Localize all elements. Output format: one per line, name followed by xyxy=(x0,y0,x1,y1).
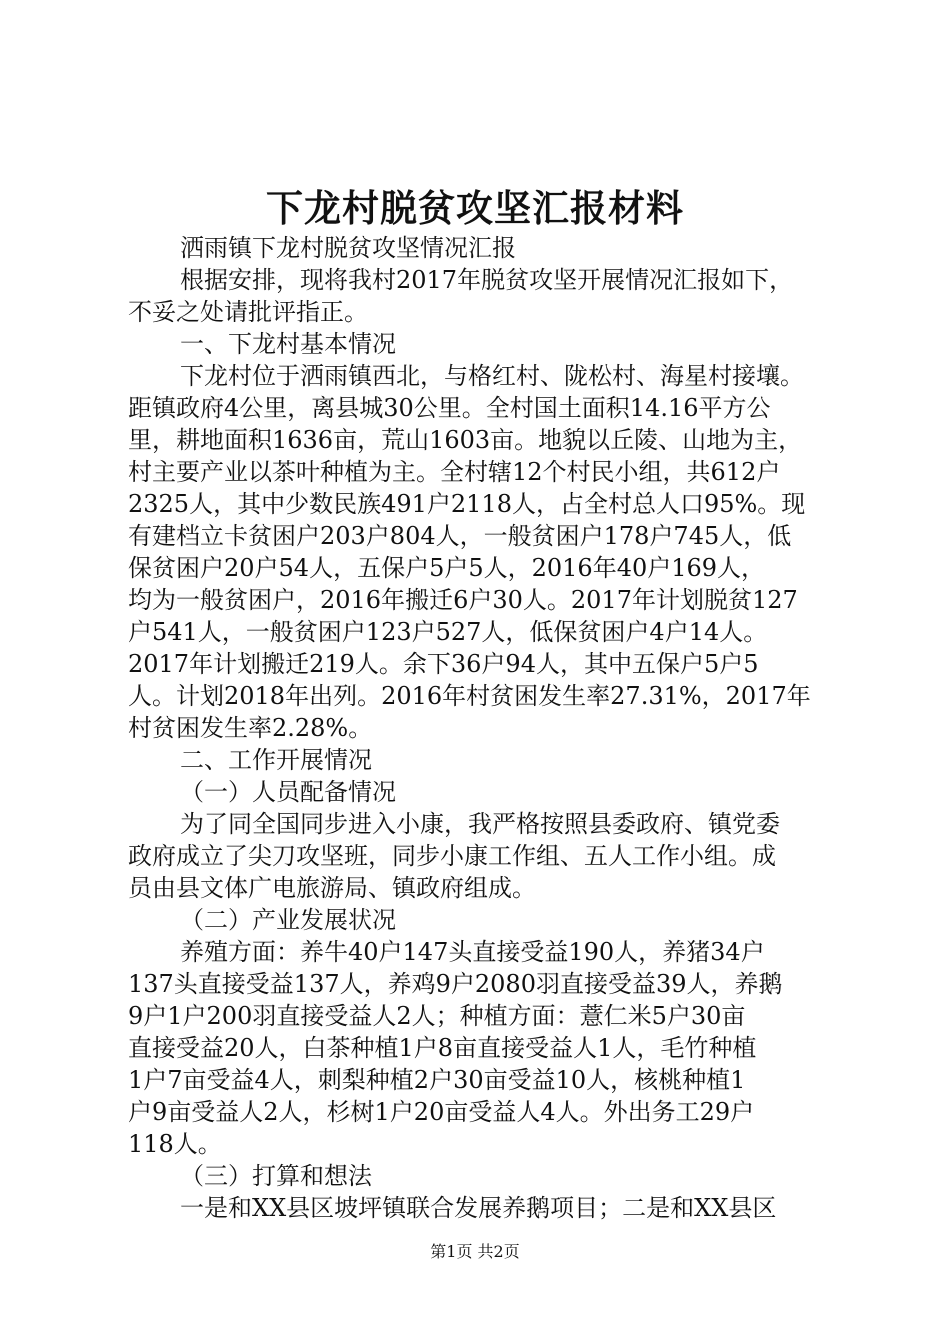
paragraph-line: 直接受益20人，白茶种植1户8亩直接受益人1人，毛竹种植 xyxy=(128,1034,757,1062)
page-footer: 第1页 共2页 xyxy=(430,1242,520,1261)
paragraph-line: 村主要产业以茶叶种植为主。全村辖12个村民小组，共612户 xyxy=(128,458,781,486)
paragraph-line: 距镇政府4公里，离县城30公里。全村国土面积14.16平方公 xyxy=(128,394,771,422)
paragraph-line: 为了同全国同步进入小康，我严格按照县委政府、镇党委 xyxy=(180,810,780,838)
paragraph-line: 人。计划2018年出列。2016年村贫困发生率27.31%，2017年 xyxy=(128,682,811,710)
document-title: 下龙村脱贫攻坚汇报材料 xyxy=(266,186,684,230)
paragraph-line: 不妥之处请批评指正。 xyxy=(128,298,368,326)
paragraph-line: 村贫困发生率2.28%。 xyxy=(128,714,373,742)
paragraph-line: 有建档立卡贫困户203户804人，一般贫困户178户745人，低 xyxy=(128,522,792,550)
paragraph-line: 户541人，一般贫困户123户527人，低保贫困户4户14人。 xyxy=(128,618,768,646)
paragraph-line: 2017年计划搬迁219人。余下36户94人，其中五保户5户5 xyxy=(128,650,759,678)
paragraph-line: 养殖方面：养牛40户147头直接受益190人，养猪34户 xyxy=(180,938,765,966)
subsection-heading: （一）人员配备情况 xyxy=(180,778,396,806)
paragraph-line: 118人。 xyxy=(128,1130,222,1158)
paragraph-line: 保贫困户20户54人，五保户5户5人，2016年40户169人， xyxy=(128,554,766,582)
paragraph-line: 137头直接受益137人，养鸡9户2080羽直接受益39人，养鹅 xyxy=(128,970,783,998)
subsection-heading: （三）打算和想法 xyxy=(180,1162,372,1190)
subsection-heading: （二）产业发展状况 xyxy=(180,906,396,934)
paragraph-line: 9户1户200羽直接受益人2人；种植方面：薏仁米5户30亩 xyxy=(128,1002,746,1030)
paragraph-line: 员由县文体广电旅游局、镇政府组成。 xyxy=(128,874,536,902)
section-heading: 二、工作开展情况 xyxy=(180,746,372,774)
section-heading: 一、下龙村基本情况 xyxy=(180,330,396,358)
paragraph-line: 政府成立了尖刀攻坚班，同步小康工作组、五人工作小组。成 xyxy=(128,842,776,870)
paragraph-line: 户9亩受益人2人，杉树1户20亩受益人4人。外出务工29户 xyxy=(128,1098,755,1126)
paragraph-line: 根据安排，现将我村2017年脱贫攻坚开展情况汇报如下， xyxy=(180,266,794,294)
paragraph-line: 洒雨镇下龙村脱贫攻坚情况汇报 xyxy=(180,234,516,262)
paragraph-line: 均为一般贫困户，2016年搬迁6户30人。2017年计划脱贫127 xyxy=(128,586,798,614)
paragraph-line: 1户7亩受益4人，刺梨种植2户30亩受益10人，核桃种植1 xyxy=(128,1066,746,1094)
paragraph-line: 一是和XX县区坡坪镇联合发展养鹅项目；二是和XX县区 xyxy=(180,1194,777,1222)
paragraph-line: 下龙村位于洒雨镇西北，与格红村、陇松村、海星村接壤。 xyxy=(180,362,804,390)
paragraph-line: 2325人，其中少数民族491户2118人，占全村总人口95%。现 xyxy=(128,490,806,518)
paragraph-line: 里，耕地面积1636亩，荒山1603亩。地貌以丘陵、山地为主， xyxy=(128,426,803,454)
document-body xyxy=(128,232,834,1224)
